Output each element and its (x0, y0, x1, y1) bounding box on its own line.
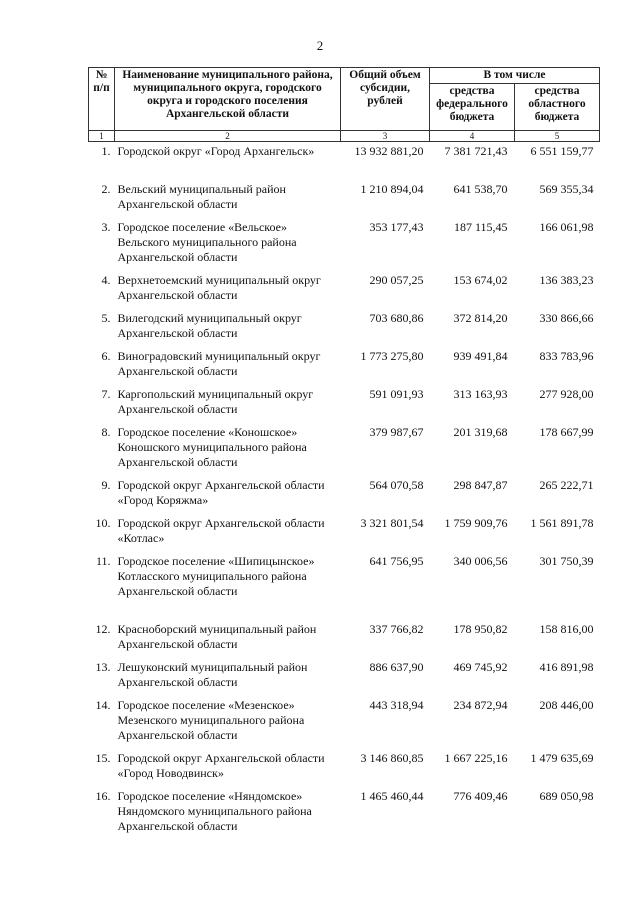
table-row (89, 385, 600, 423)
row-name: Каргопольский муниципальный округ Архангельской области (117, 386, 314, 416)
row-name: Вилегодский муниципальный округ Архангельской области (117, 310, 302, 340)
table-row (89, 347, 600, 385)
row-regional: 6 551 159,77 (530, 144, 594, 158)
row-number: 9. (101, 477, 111, 492)
row-total: 443 318,94 (369, 697, 424, 712)
row-number: 13. (95, 659, 111, 674)
table-row (89, 180, 600, 218)
row-regional: 301 750,39 (539, 553, 594, 568)
row-total: 3 146 860,85 (360, 750, 424, 765)
row-regional: 569 355,34 (539, 181, 594, 196)
row-federal: 340 006,56 (453, 553, 508, 568)
row-name: Лешуконский муниципальный район Архангельской области (117, 659, 308, 689)
row-name: Городское поселение «Няндомское» Няндомского муниципального района Архангельской области (117, 788, 312, 833)
table-row (89, 476, 600, 514)
subsidy-table (88, 67, 600, 837)
header-including: В том числе (430, 68, 600, 84)
row-regional: 158 816,00 (539, 621, 594, 636)
row-number: 2. (101, 181, 111, 196)
row-number: 6. (101, 348, 111, 363)
row-name: Виноградовский муниципальный округ Архангельской области (117, 348, 321, 378)
row-number: 10. (95, 515, 111, 530)
row-federal: 153 674,02 (453, 272, 508, 287)
table-row (89, 552, 600, 620)
page-number: 2 (316, 38, 324, 53)
row-total: 1 465 460,44 (360, 788, 424, 803)
row-name: Городское поселение «Шипицынское» Котласского муниципального района Архангельской области (117, 553, 315, 598)
row-regional: 178 667,99 (539, 424, 594, 439)
row-total: 886 637,90 (369, 659, 424, 674)
row-number: 11. (95, 553, 111, 568)
header-number: № п/п (89, 68, 115, 131)
row-federal: 201 319,68 (453, 424, 508, 439)
row-total: 564 070,58 (369, 477, 424, 492)
row-name: Городское поселение «Коношское» Коношского муниципального района Архангельской области (117, 424, 307, 469)
row-total: 703 680,86 (369, 310, 424, 325)
table-row (89, 514, 600, 552)
row-total: 337 766,82 (369, 621, 424, 636)
header-federal: средства федерального бюджета (430, 84, 515, 131)
row-number: 4. (101, 272, 111, 287)
row-total: 3 321 801,54 (360, 515, 424, 530)
row-number: 1. (101, 144, 111, 158)
header-name: Наименование муниципального района, муниципального округа, городского округа и городского поселения Архангельской области (115, 68, 341, 131)
row-number: 7. (101, 386, 111, 401)
row-regional: 277 928,00 (539, 386, 594, 401)
table-row (89, 620, 600, 658)
table-row (89, 749, 600, 787)
row-name: Городской округ Архангельской области «Город Коряжма» (117, 477, 325, 507)
row-regional: 689 050,98 (539, 788, 594, 803)
row-regional: 208 446,00 (539, 697, 594, 712)
row-total: 353 177,43 (369, 219, 424, 234)
row-regional: 166 061,98 (539, 219, 594, 234)
row-name: Красноборский муниципальный район Архангельской области (117, 621, 317, 651)
row-federal: 313 163,93 (453, 386, 508, 401)
row-total: 1 210 894,04 (360, 181, 424, 196)
table-row (89, 142, 600, 180)
column-number: 5 (515, 131, 600, 142)
table-row (89, 309, 600, 347)
row-number: 8. (101, 424, 111, 439)
row-federal: 7 381 721,43 (444, 144, 508, 158)
row-number: 14. (95, 697, 111, 712)
row-name: Вельский муниципальный район Архангельской области (117, 181, 286, 211)
table-row (89, 218, 600, 271)
row-name: Городское поселение «Вельское» Вельского муниципального района Архангельской области (117, 219, 297, 264)
row-regional: 330 866,66 (539, 310, 594, 325)
row-name: Городской округ Архангельской области «Котлас» (117, 515, 325, 545)
row-regional: 1 479 635,69 (530, 750, 594, 765)
row-federal: 178 950,82 (453, 621, 508, 636)
row-federal: 939 491,84 (453, 348, 508, 363)
row-number: 3. (101, 219, 111, 234)
column-number: 4 (430, 131, 515, 142)
row-federal: 187 115,45 (453, 219, 508, 234)
header-regional: средства областного бюджета (515, 84, 600, 131)
row-federal: 641 538,70 (453, 181, 508, 196)
row-federal: 298 847,87 (453, 477, 508, 492)
row-name: Городской округ Архангельской области «Город Новодвинск» (117, 750, 325, 780)
row-number: 15. (95, 750, 111, 765)
row-total: 379 987,67 (369, 424, 424, 439)
row-regional: 833 783,96 (539, 348, 594, 363)
row-federal: 776 409,46 (453, 788, 508, 803)
row-name: Городское поселение «Мезенское» Мезенского муниципального района Архангельской области (117, 697, 305, 742)
table-row (89, 696, 600, 749)
row-name: Городской округ «Город Архангельск» (117, 144, 315, 158)
row-number: 12. (95, 621, 111, 636)
row-federal: 234 872,94 (453, 697, 508, 712)
header-total: Общий объем субсидии, рублей (341, 68, 430, 131)
table-row (89, 423, 600, 476)
column-number: 2 (115, 131, 341, 142)
row-number: 16. (95, 788, 111, 803)
row-federal: 372 814,20 (453, 310, 508, 325)
row-total: 13 932 881,20 (354, 144, 424, 158)
row-name: Верхнетоемский муниципальный округ Архангельской области (117, 272, 321, 302)
row-regional: 265 222,71 (539, 477, 594, 492)
table-row (89, 787, 600, 837)
column-number: 1 (89, 131, 115, 142)
row-total: 1 773 275,80 (360, 348, 424, 363)
row-total: 641 756,95 (369, 553, 424, 568)
column-number: 3 (341, 131, 430, 142)
row-total: 290 057,25 (369, 272, 424, 287)
row-total: 591 091,93 (369, 386, 424, 401)
row-federal: 1 759 909,76 (444, 515, 508, 530)
row-regional: 136 383,23 (539, 272, 594, 287)
row-federal: 469 745,92 (453, 659, 508, 674)
column-number-row (89, 131, 600, 142)
row-regional: 416 891,98 (539, 659, 594, 674)
table-row (89, 271, 600, 309)
row-number: 5. (101, 310, 111, 325)
row-regional: 1 561 891,78 (530, 515, 594, 530)
table-row (89, 658, 600, 696)
row-federal: 1 667 225,16 (444, 750, 508, 765)
